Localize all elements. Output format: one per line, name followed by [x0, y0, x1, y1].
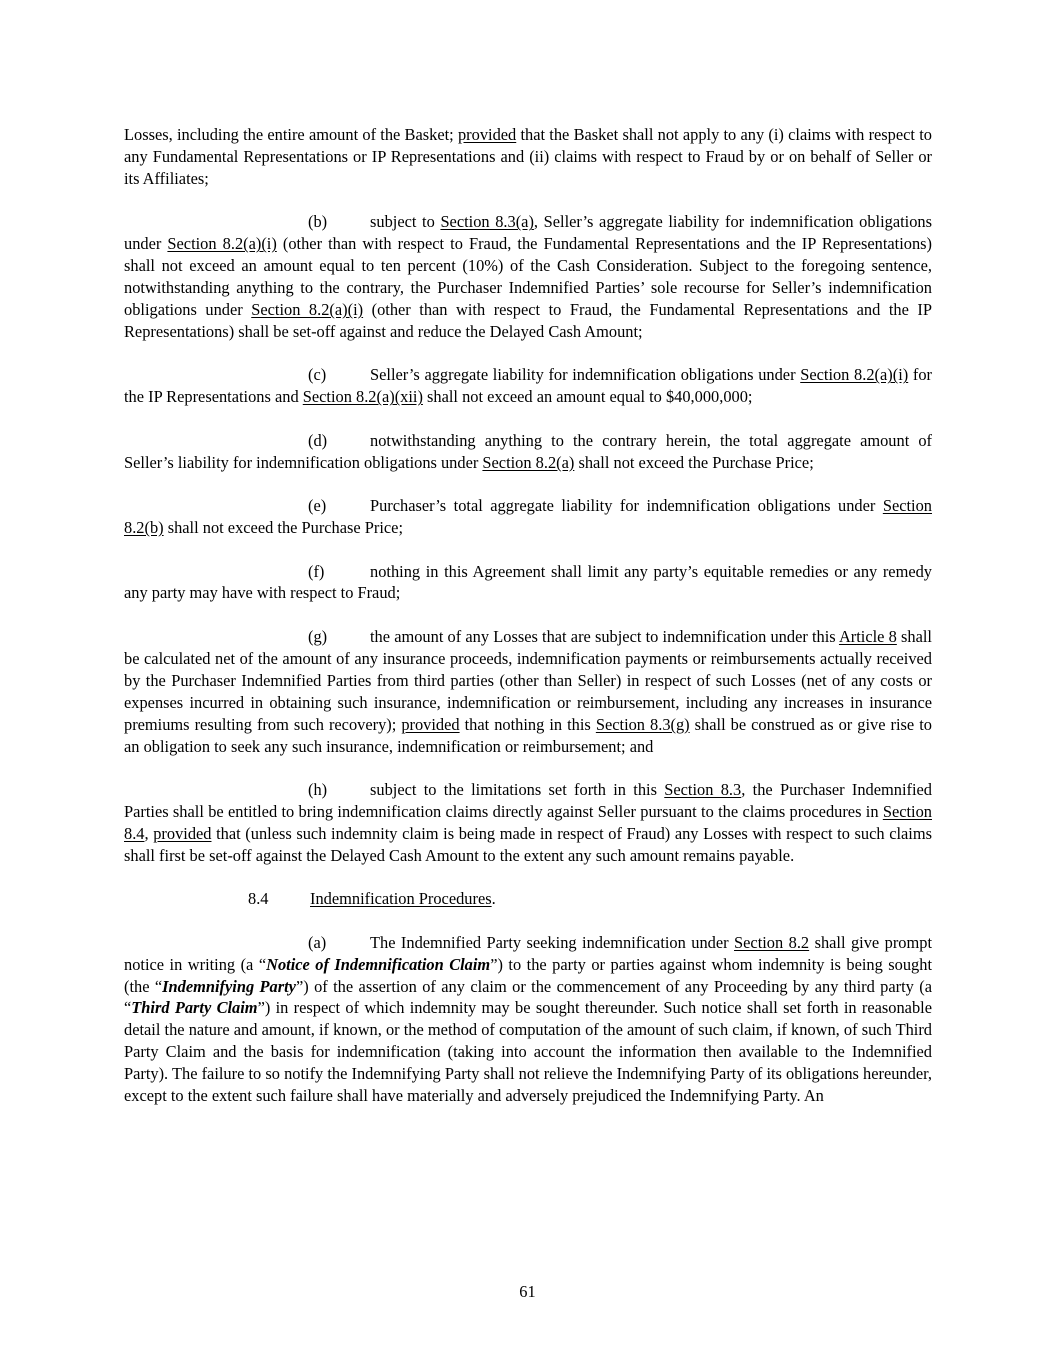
paragraph-8-3-b: [124, 211, 932, 342]
text-run: shall not exceed the Purchase Price;: [163, 518, 404, 538]
document-page: [124, 124, 932, 1129]
paragraph-basket-continuation: [124, 124, 932, 190]
text-run: the amount of any Losses that are subject to indemnification under this: [370, 626, 839, 646]
paragraph-8-3-g: [124, 626, 932, 757]
clause-marker: (f): [308, 561, 325, 581]
page-number: 61: [519, 1282, 536, 1301]
text-run: ”) to the party or parties against whom indemnity is being sought (the “: [124, 954, 932, 996]
paragraph-8-3-e: [124, 495, 932, 539]
cross-reference: Section 8.2(a)(i): [251, 299, 364, 319]
text-run: , the Purchaser Indemnified Parties shall be entitled to bring indemnification claims directly against Seller pursuant to the claims procedures in: [124, 780, 933, 821]
text-run: shall be construed as or give rise to an obligation to seek any such insurance, indemnification or reimbursement; and: [124, 714, 932, 756]
text-run: shall give prompt notice in writing (a “: [124, 932, 933, 974]
text-run: ”) in respect of which indemnity may be sought thereunder. Such notice shall set forth in reasonable detail the nature and amount, if known, or the method of computation of the amount of such claim, if known, of such Third Party Claim and the basis for indemnification (taking into account the information then available to the Indemnified Party). The failure to so notify the Indemnifying Party shall not relieve the Indemnifying Party of its obligations hereunder, except to the extent such failure shall have materially and adversely prejudiced the Indemnifying Party. An: [124, 998, 932, 1106]
defined-term-provided: provided: [457, 125, 517, 144]
section-heading-8-4: [248, 888, 932, 910]
text-run: subject to the limitations set forth in this: [370, 780, 665, 799]
cross-reference: Section 8.3(g): [595, 714, 690, 734]
cross-reference: Article 8: [838, 626, 897, 646]
clause-marker: (d): [308, 430, 328, 450]
clause-marker: (b): [308, 212, 328, 232]
text-run: shall not exceed the Purchase Price;: [574, 452, 814, 472]
text-run: notwithstanding anything to the contrary herein, the total aggregate amount of Seller’s liability for indemnification obligations under: [124, 430, 932, 472]
text-run: The Indemnified Party seeking indemnification under: [370, 932, 735, 952]
text-run: that nothing in this: [459, 714, 596, 734]
clause-marker: (h): [308, 780, 328, 799]
cross-reference: Section 8.2(a)(i): [167, 234, 277, 254]
text-run: shall be calculated net of the amount of any insurance proceeds, indemnification payments or reimbursements actually received by the Purchaser Indemnified Parties from third parties (other than Seller) in respect of such Losses (net of any costs or expenses incurred in obtaining such insurance, indemnification or reimbursement, including any increases in insurance premiums resulting from such recovery);: [124, 626, 932, 734]
clause-marker: (a): [308, 932, 327, 952]
cross-reference: Section 8.2: [734, 932, 810, 952]
text-run: Seller’s aggregate liability for indemnification obligations under: [370, 365, 801, 385]
text-run: for the IP Representations and: [124, 365, 932, 407]
text-run: ,: [144, 823, 154, 843]
defined-term-indemnifying-party: Indemnifying Party: [162, 976, 296, 996]
paragraph-8-3-f: [124, 561, 932, 605]
text-run: shall not exceed an amount equal to $40,000,000;: [422, 387, 753, 407]
cross-reference: Section 8.2(a)(xii): [302, 387, 423, 407]
paragraph-8-3-c: [124, 364, 932, 408]
text-run: Purchaser’s total aggregate liability for indemnification obligations under: [370, 496, 883, 516]
cross-reference: Section 8.3(a): [440, 212, 534, 232]
cross-reference: Section 8.2(a)(i): [800, 365, 909, 385]
paragraph-8-3-d: [124, 430, 932, 474]
text-run: , Seller’s aggregate liability for indemnification obligations under: [124, 212, 932, 254]
text-run: that (unless such indemnity claim is being made in respect of Fraud) any Losses with respect to such claims shall first be set-off against the Delayed Cash Amount to the extent any such amount remains payable.: [124, 823, 932, 865]
clause-marker: (g): [308, 626, 328, 646]
paragraph-8-3-h: [124, 779, 932, 867]
cross-reference: Section 8.2(b): [124, 496, 932, 538]
clause-marker: (e): [308, 496, 327, 516]
text-run: (other than with respect to Fraud, the Fundamental Representations and the IP Representations) shall not exceed an amount equal to ten percent (10%) of the Cash Consideration. Subject to the foregoing sentence, notwithstanding anything to the contrary, the Purchaser Indemnified Parties’ sole recourse for Seller’s indemnification obligations under: [124, 234, 932, 319]
text-run: ”) of the assertion of any claim or the commencement of any Proceeding by any third party (a “: [124, 976, 932, 1018]
text-run: Losses, including the entire amount of the Basket;: [124, 125, 458, 144]
cross-reference: Section 8.3: [664, 780, 742, 799]
cross-reference: Section 8.4: [124, 801, 932, 843]
clause-marker: (c): [308, 365, 327, 385]
defined-term-provided: provided: [401, 714, 460, 734]
section-title: Indemnification Procedures: [310, 889, 492, 909]
cross-reference: Section 8.2(a): [482, 452, 575, 472]
text-run: subject to: [370, 212, 441, 232]
paragraph-8-4-a: [124, 932, 932, 1107]
text-run: that the Basket shall not apply to any (i) claims with respect to any Fundamental Representations or IP Representations and (ii) claims with respect to Fraud by or on behalf of Seller or its Affiliates;: [124, 125, 932, 188]
section-number: 8.4: [248, 889, 269, 909]
text-run: (other than with respect to Fraud, the Fundamental Representations and the IP Representations) shall be set-off against and reduce the Delayed Cash Amount;: [124, 299, 932, 341]
defined-term-provided: provided: [153, 823, 212, 843]
defined-term-notice-of-indemnification-claim: Notice of Indemnification Claim: [266, 954, 491, 974]
text-run: nothing in this Agreement shall limit any party’s equitable remedies or any remedy any party may have with respect to Fraud;: [124, 561, 932, 603]
text-run: .: [491, 889, 496, 909]
defined-term-third-party-claim: Third Party Claim: [131, 998, 258, 1018]
